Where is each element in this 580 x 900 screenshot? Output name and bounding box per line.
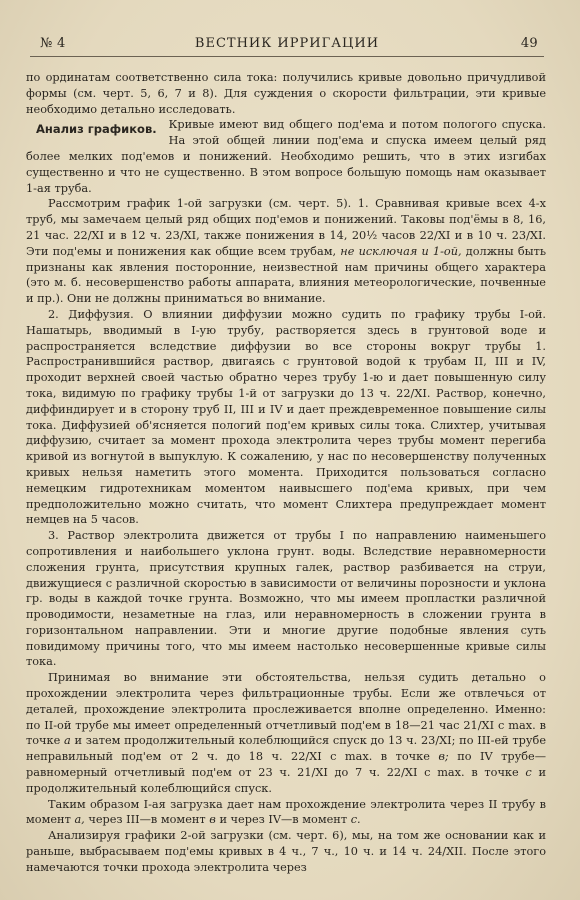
summary-mark-a: а, <box>74 813 85 827</box>
summary-text-b: через III—в момент <box>88 813 206 827</box>
first-loading-text-b: должны быть признаны как явления посторонние, неизвестной нам причины общего характера (это м. б. несовершенство работы аппарата, влияния метеорологические, почвенные и пр.). Они не должны приниматься во внимание. <box>26 244 547 306</box>
passage-text-d: и продолжительный колеблющийся спуск. <box>26 766 547 795</box>
paragraph-electrolyte: 3. Раствор электролита движется от трубы I по направлению наименьшего сопротивления и наибольшего уклона грунт. воды. Вследствие неравномерности сложения грунта, присутствия крупных галек, раствор разбивается на струи, движущиеся с различной скоростью в зависимости от величины порозности и уклона гр. воды в каждой точке грунта. Возможно, что мы имеем пропластки различной проводимости, незаметные на глаз, или неравномерность в сложении грунта в горизонтальном направлении. Эти и многие другие подобные явления суть повидимому причины того, что мы имеем настолько несовершенные кривые силы тока. <box>26 529 546 669</box>
first-loading-text-a: Рассмотрим график 1-ой загрузки (см. черт. 5). 1. Сравнивая кривые всех 4-х труб, мы замечаем целый ряд общих под'емов и понижений. Таковы под'ёмы в 8, 16, 21 час. 22/XI и в 12 ч. 23/XI, также понижения в 14, 20½ часов 22/XI и в 10 ч. 23/XI. Эти под'емы и понижения как общие всем трубам, <box>26 197 546 258</box>
paragraph-second-loading: Анализируя графики 2-ой загрузки (см. черт. 6), мы, на том же основании как и раньше, выбрасываем под'емы кривых в 4 ч., 7 ч., 10 ч. и 14 ч. 24/XII. После этого намечаются точки прохода электролита через <box>26 829 546 874</box>
running-header <box>30 36 544 57</box>
page-number: 49 <box>520 36 538 51</box>
passage-text-b: и затем продолжительный колеблющийся спуск до 13 ч. 23/XI; по III-ей трубе неправильный под'ем от 2 ч. до 18 ч. 22/XI с max. в точке <box>26 734 547 764</box>
summary-mark-b: в <box>209 813 216 827</box>
paragraph-diffusion: 2. Диффузия. О влиянии диффузии можно судить по графику трубы I-ой. Нашатырь, вводимый в I-ую трубу, растворяется здесь в грунтовой воде и распространяется вследствие диффузии во все стороны вокруг трубы 1. Распространившийся раствор, двигаясь с грунтовой водой к трубам II, III и IV, проходит верхней своей частью обратно через трубу 1-ю и дает повышенную силу тока, видимую по графику трубы 1-й от загрузки до 13 ч. 22/XI. Раствор, конечно, диффиндирует и в сторону труб II, III и IV и дает преждевременное повышение силы тока. Диффузией об'ясняется пологий под'ем кривых силы тока. Слихтер, учитывая диффузию, считает за момент прохода электролита через трубы момент перегиба кривой из вогнутой в выпуклую. К сожалению, у нас по несовершенству полученных кривых нельзя наметить этого момента. Приходится пользоваться согласно немецким гидротехникам моментом наивысшего под'ема кривых, при чем предположительно можно считать, что момент Слихтера предупреждает момент немцев на 5 часов. <box>26 307 546 527</box>
paragraph-first-loading <box>26 196 546 307</box>
paragraph-intro: по ординатам соответственно сила тока: получились кривые довольно причудливой формы (см. черт. 5, 6, 7 и 8). Для суждения о скорости фильтрации, эти кривые необходимо детально исследовать. <box>26 71 546 116</box>
journal-title: ВЕСТНИК ИРРИГАЦИИ <box>194 36 380 51</box>
paragraph-analysis <box>26 117 546 196</box>
article-body <box>26 70 546 888</box>
passage-text-c: по IV трубе—равномерный отчетливый под'ем от 23 ч. 21/XI до 7 ч. 22/XI с max. в точке <box>26 750 547 780</box>
point-b-mark: в; <box>438 750 449 764</box>
paragraph-summary <box>26 797 546 829</box>
point-c-mark: с <box>525 766 532 780</box>
issue-number: № 4 <box>40 36 66 51</box>
summary-text-a: Таким образом I-ая загрузка дает нам прохождение электролита через II трубу в момент <box>26 797 546 827</box>
paragraph-passage <box>26 670 546 796</box>
first-loading-italic: не исключая и 1-ой, <box>340 244 462 258</box>
point-a-mark: a <box>64 734 71 748</box>
summary-text-c: и через IV—в момент <box>219 813 348 827</box>
summary-mark-c: с. <box>350 813 361 827</box>
section-heading: Анализ графиков. <box>36 122 157 137</box>
passage-text-a: Принимая во внимание эти обстоятельства, нельзя судить детально о прохождении электролита через фильтрационные трубы. Если же отвлечься от деталей, прохождение электролита прослеживается вполне определенно. Именно: по II-ой трубе мы имеет определенный отчетливый под'ем в 18—21 час 21/XI с max. в точке <box>26 671 546 748</box>
analysis-text: Кривые имеют вид общего под'ема и потом пологого спуска. На этой общей линии под'ема и спуска имеем целый ряд более мелких под'емов и понижений. Необходимо решить, что в этих изгибах существенно и что не существенно. В этом вопросе большую помощь нам оказывает 1-ая труба. <box>26 118 546 195</box>
